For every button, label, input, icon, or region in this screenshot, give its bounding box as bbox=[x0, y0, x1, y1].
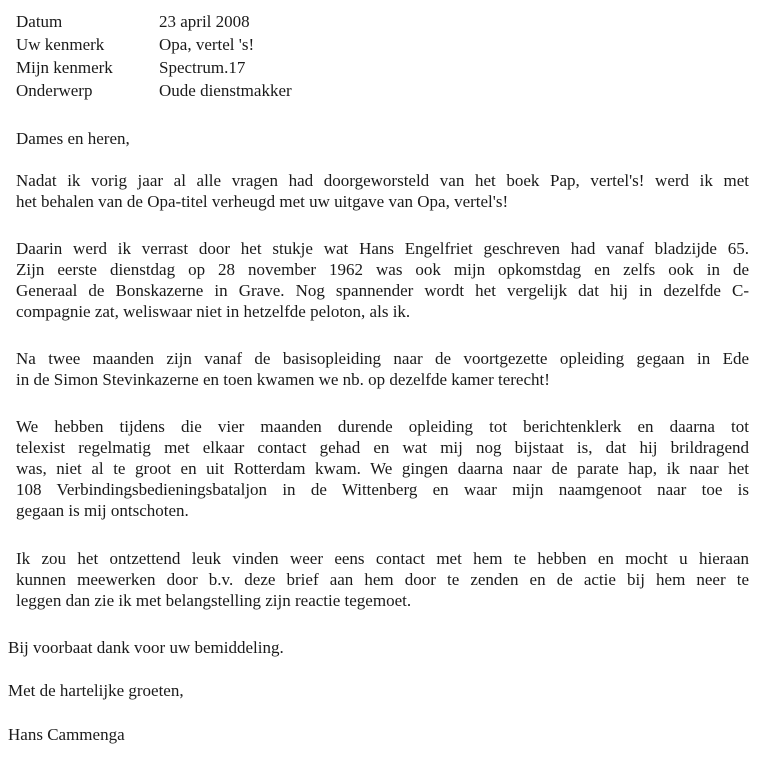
paragraph-line: Daarin werd ik verrast door het stukje wat Hans Engelfriet geschreven had vanaf bladzijde 65. bbox=[16, 239, 749, 258]
paragraph-1 bbox=[16, 170, 749, 212]
paragraph-line: We hebben tijdens die vier maanden durende opleiding tot berichtenklerk en daarna tot bbox=[16, 417, 749, 436]
paragraph-line: Zijn eerste dienstdag op 28 november 1962 was ook mijn opkomstdag en zelfs ook in de bbox=[16, 260, 749, 279]
header-label-your-reference: Uw kenmerk bbox=[16, 35, 105, 54]
paragraph-line: in de Simon Stevinkazerne en toen kwamen we nb. op dezelfde kamer terecht! bbox=[16, 370, 550, 389]
paragraph-line: gegaan is mij ontschoten. bbox=[16, 501, 189, 520]
paragraph-line: telexist regelmatig met elkaar contact gehad en wat mij nog bijstaat is, dat hij brildragend bbox=[16, 438, 749, 457]
closing-line bbox=[8, 680, 741, 701]
paragraph-4 bbox=[16, 416, 749, 521]
thanks-line bbox=[8, 637, 741, 658]
header-value-date: 23 april 2008 bbox=[159, 12, 250, 31]
paragraph-line: 108 Verbindingsbedieningsbataljon in de Wittenberg en waar mijn naamgenoot naar toe is bbox=[16, 480, 749, 499]
thanks-text: Bij voorbaat dank voor uw bemiddeling. bbox=[8, 638, 284, 657]
paragraph-5 bbox=[16, 548, 749, 611]
header-label-my-reference: Mijn kenmerk bbox=[16, 58, 113, 77]
paragraph-line: Generaal de Bonskazerne in Grave. Nog spannender wordt het vergelijk dat hij in dezelfde C- bbox=[16, 281, 749, 300]
header-value-my-reference: Spectrum.17 bbox=[159, 58, 246, 77]
header-label-subject: Onderwerp bbox=[16, 81, 93, 100]
paragraph-line: het behalen van de Opa-titel verheugd met uw uitgave van Opa, vertel's! bbox=[16, 192, 509, 211]
signature-line bbox=[8, 724, 741, 745]
paragraph-line: Ik zou het ontzettend leuk vinden weer eens contact met hem te hebben en mocht u hieraan bbox=[16, 549, 749, 568]
paragraph-line: was, niet al te groot en uit Rotterdam kwam. We gingen daarna naar de parate hap, ik naar het bbox=[16, 459, 749, 478]
paragraph-2 bbox=[16, 238, 749, 322]
paragraph-line: Nadat ik vorig jaar al alle vragen had doorgeworsteld van het boek Pap, vertel's! werd ik met bbox=[16, 171, 749, 190]
paragraph-line: compagnie zat, weliswaar niet in hetzelfde peloton, als ik. bbox=[16, 302, 411, 321]
signature-name: Hans Cammenga bbox=[8, 725, 125, 744]
salutation-text: Dames en heren, bbox=[16, 129, 130, 148]
salutation bbox=[16, 128, 749, 149]
header-value-subject: Oude dienstmakker bbox=[159, 81, 292, 100]
header-value-your-reference: Opa, vertel 's! bbox=[159, 35, 255, 54]
closing-text: Met de hartelijke groeten, bbox=[8, 681, 184, 700]
paragraph-line: Na twee maanden zijn vanaf de basisopleiding naar de voortgezette opleiding gegaan in Ede bbox=[16, 349, 749, 368]
paragraph-line: leggen dan zie ik met belangstelling zijn reactie tegemoet. bbox=[16, 591, 412, 610]
header-label-date: Datum bbox=[16, 12, 63, 31]
paragraph-3 bbox=[16, 348, 749, 390]
paragraph-line: kunnen meewerken door b.v. deze brief aan hem door te zenden en de actie bij hem neer te bbox=[16, 570, 749, 589]
